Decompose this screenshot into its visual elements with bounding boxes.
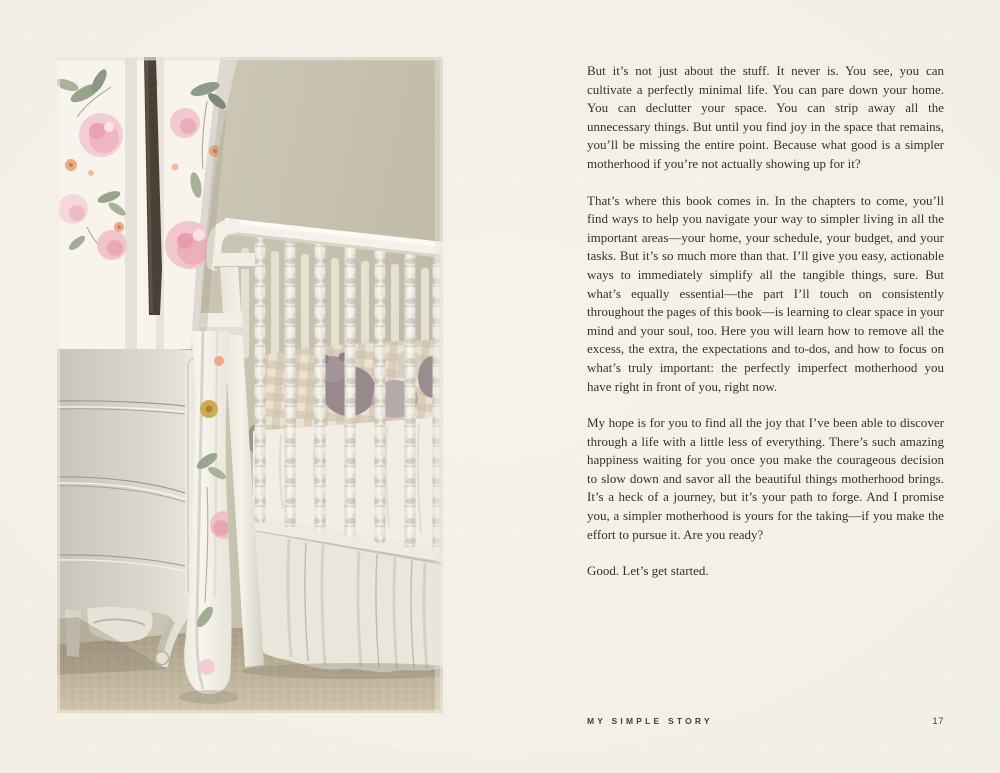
paragraph-4: Good. Let’s get started. <box>587 563 709 579</box>
nursery-photo-illustration <box>57 57 443 713</box>
paragraph-2: That’s where this book comes in. In the chapters to come, you’ll find ways to help you navigate your way to simpler living in all the important areas—your home, your schedule, your budget, and your tasks. But it’s so much more than that. I’ll give you easy, actionable ways to immediately simplify all the tangible things, sure. But what’s equally essential—the part I’ll touch on consistently throughout the pages of this book—is learning to clear space in your mind and your soul, too. Here you will learn how to remove all the excess, the extra, the expectations and to-dos, and how to focus on what’s truly important: the perfectly imperfect motherhood you have right in front of you, right now. <box>587 192 944 394</box>
paragraph-1: But it’s not just about the stuff. It never is. You see, you can cultivate a perfectly minimal life. You can pare down your home. You can declutter your space. You can strip away all the unnecessary things. But until you find joy in the space that remains, you’ll be missing the entire point. Because what good is a simpler motherhood if you’re not actually showing up for it? <box>587 63 944 171</box>
page-footer <box>587 716 944 727</box>
nursery-photo <box>57 57 443 713</box>
page-number: 17 <box>932 716 944 727</box>
body-text <box>587 62 944 581</box>
running-header: MY SIMPLE STORY <box>587 716 713 726</box>
paragraph-3: My hope is for you to find all the joy that I’ve been able to discover through a life with a little less of everything. There’s such amazing happiness waiting for you once you make the courageous decision to slow down and savor all the beautiful things motherhood brings. It’s a heck of a journey, but it’s your path to forge. And I promise you, a simpler motherhood is yours for the taking—if you make the effort to pursue it. Are you ready? <box>587 415 944 542</box>
